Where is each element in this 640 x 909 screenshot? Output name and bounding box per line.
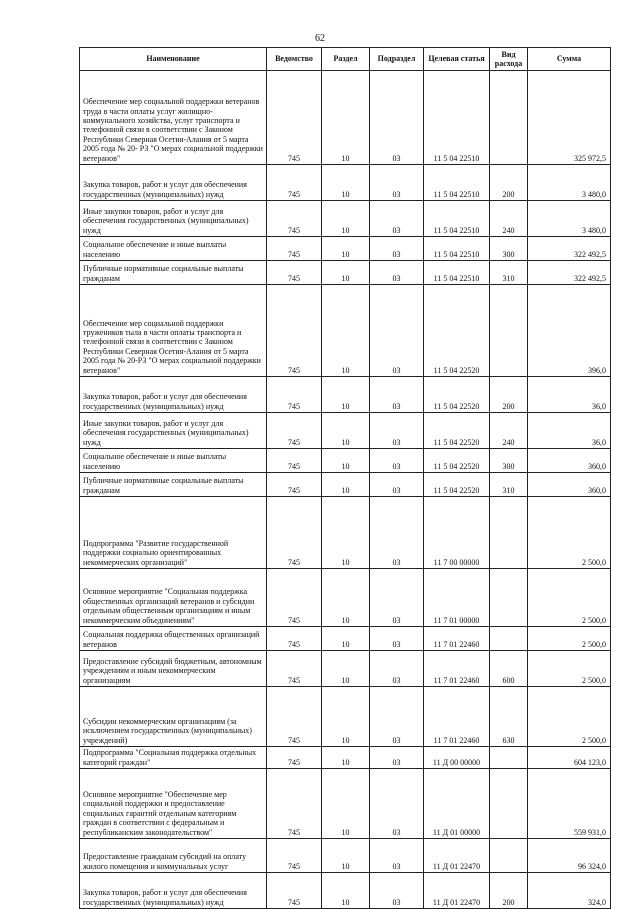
row-section-cell: 10 [322, 651, 370, 687]
table-body [80, 71, 611, 909]
row-department-cell: 745 [267, 769, 322, 839]
row-expense-type-cell: 600 [490, 651, 528, 687]
table-row [80, 413, 611, 449]
row-section-cell: 10 [322, 873, 370, 909]
row-target-article-cell: 11 Д 01 00000 [424, 769, 490, 839]
table-row [80, 497, 611, 569]
row-amount-cell: 3 480,0 [528, 201, 611, 237]
row-name-cell: Иные закупки товаров, работ и услуг для обеспечения государственных (муниципальных) нужд [80, 201, 267, 237]
row-target-article-cell: 11 5 04 22510 [424, 261, 490, 285]
row-amount-cell: 2 500,0 [528, 569, 611, 627]
row-name-cell: Социальное обеспечение и иные выплаты населению [80, 449, 267, 473]
table-row [80, 201, 611, 237]
row-name-cell: Закупка товаров, работ и услуг для обеспечения государственных (муниципальных) нужд [80, 873, 267, 909]
row-target-article-cell: 11 7 00 00000 [424, 497, 490, 569]
row-expense-type-cell: 240 [490, 413, 528, 449]
row-expense-type-cell: 200 [490, 165, 528, 201]
table-row [80, 377, 611, 413]
row-section-cell: 10 [322, 627, 370, 651]
row-expense-type-cell [490, 569, 528, 627]
row-amount-cell: 604 123,0 [528, 747, 611, 769]
row-subsection-cell: 03 [370, 747, 424, 769]
row-section-cell: 10 [322, 769, 370, 839]
row-department-cell: 745 [267, 377, 322, 413]
row-department-cell: 745 [267, 747, 322, 769]
row-amount-cell: 396,0 [528, 285, 611, 377]
row-department-cell: 745 [267, 413, 322, 449]
row-subsection-cell: 03 [370, 627, 424, 651]
row-section-cell: 10 [322, 71, 370, 165]
row-expense-type-cell: 630 [490, 687, 528, 747]
column-header-subsection: Подраздел [370, 48, 424, 71]
table-row [80, 687, 611, 747]
row-expense-type-cell [490, 747, 528, 769]
row-department-cell: 745 [267, 569, 322, 627]
table-row [80, 569, 611, 627]
row-subsection-cell: 03 [370, 285, 424, 377]
row-section-cell: 10 [322, 237, 370, 261]
row-department-cell: 745 [267, 285, 322, 377]
row-target-article-cell: 11 5 04 22520 [424, 413, 490, 449]
row-target-article-cell: 11 5 04 22510 [424, 237, 490, 261]
row-subsection-cell: 03 [370, 413, 424, 449]
row-name-cell: Субсидии некоммерческим организациям (за исключением государственных (муниципальных) учреждений) [80, 687, 267, 747]
table-row [80, 165, 611, 201]
row-section-cell: 10 [322, 449, 370, 473]
row-target-article-cell: 11 7 01 22460 [424, 627, 490, 651]
row-expense-type-cell: 200 [490, 873, 528, 909]
table-row [80, 747, 611, 769]
row-section-cell: 10 [322, 569, 370, 627]
row-subsection-cell: 03 [370, 201, 424, 237]
row-amount-cell: 559 931,0 [528, 769, 611, 839]
table-row [80, 71, 611, 165]
table-row [80, 261, 611, 285]
row-amount-cell: 2 500,0 [528, 651, 611, 687]
row-amount-cell: 36,0 [528, 413, 611, 449]
row-subsection-cell: 03 [370, 237, 424, 261]
table-row [80, 285, 611, 377]
row-target-article-cell: 11 5 04 22520 [424, 473, 490, 497]
row-expense-type-cell [490, 71, 528, 165]
row-section-cell: 10 [322, 165, 370, 201]
row-name-cell: Закупка товаров, работ и услуг для обеспечения государственных (муниципальных) нужд [80, 377, 267, 413]
row-target-article-cell: 11 5 04 22510 [424, 71, 490, 165]
row-expense-type-cell: 310 [490, 261, 528, 285]
row-target-article-cell: 11 7 01 00000 [424, 569, 490, 627]
row-amount-cell: 2 500,0 [528, 687, 611, 747]
table-row [80, 449, 611, 473]
row-subsection-cell: 03 [370, 687, 424, 747]
row-amount-cell: 36,0 [528, 377, 611, 413]
row-amount-cell: 325 972,5 [528, 71, 611, 165]
row-subsection-cell: 03 [370, 473, 424, 497]
row-subsection-cell: 03 [370, 71, 424, 165]
row-amount-cell: 360,0 [528, 473, 611, 497]
row-expense-type-cell: 300 [490, 237, 528, 261]
row-subsection-cell: 03 [370, 261, 424, 285]
row-name-cell: Подпрограмма "Развитие государственной поддержки социально ориентированных некоммерческих организаций" [80, 497, 267, 569]
row-subsection-cell: 03 [370, 569, 424, 627]
row-expense-type-cell [490, 285, 528, 377]
row-expense-type-cell: 300 [490, 449, 528, 473]
row-department-cell: 745 [267, 201, 322, 237]
page-number: 62 [315, 33, 325, 44]
table-header-row [80, 48, 611, 71]
row-section-cell: 10 [322, 285, 370, 377]
row-department-cell: 745 [267, 71, 322, 165]
table-row [80, 473, 611, 497]
row-name-cell: Закупка товаров, работ и услуг для обеспечения государственных (муниципальных) нужд [80, 165, 267, 201]
row-amount-cell: 322 492,5 [528, 261, 611, 285]
row-name-cell: Предоставление гражданам субсидий на оплату жилого помещения и коммунальных услуг [80, 839, 267, 873]
row-target-article-cell: 11 Д 01 22470 [424, 873, 490, 909]
table-row [80, 839, 611, 873]
row-expense-type-cell [490, 839, 528, 873]
row-name-cell: Социальная поддержка общественных организаций ветеранов [80, 627, 267, 651]
row-target-article-cell: 11 7 01 22460 [424, 651, 490, 687]
row-amount-cell: 2 500,0 [528, 627, 611, 651]
row-target-article-cell: 11 Д 01 22470 [424, 839, 490, 873]
row-name-cell: Основное мероприятие "Обеспечение мер социальной поддержки и предоставление социальных гарантий отдельным категориям граждан в соответствии с федеральным и республиканским законодательством" [80, 769, 267, 839]
row-name-cell: Обеспечение мер социальной поддержки тружеников тыла в части оплаты транспорта и телефонной связи в соответствии с Законом Республики Северная Осетия-Алания от 5 марта 2005 года № 20-РЗ "О мерах социальной поддержки ветеранов" [80, 285, 267, 377]
column-header-department: Ведомство [267, 48, 322, 71]
row-department-cell: 745 [267, 449, 322, 473]
row-name-cell: Иные закупки товаров, работ и услуг для обеспечения государственных (муниципальных) нужд [80, 413, 267, 449]
row-subsection-cell: 03 [370, 873, 424, 909]
table-row [80, 651, 611, 687]
row-department-cell: 745 [267, 839, 322, 873]
row-department-cell: 745 [267, 873, 322, 909]
row-subsection-cell: 03 [370, 769, 424, 839]
column-header-expense-type: Вид расхода [490, 48, 528, 71]
row-expense-type-cell [490, 627, 528, 651]
row-target-article-cell: 11 5 04 22510 [424, 201, 490, 237]
column-header-section: Раздел [322, 48, 370, 71]
row-name-cell: Основное мероприятие "Социальная поддержка общественных организаций ветеранов и субсидии отдельным общественным организациям и иным некоммерческим объединениям" [80, 569, 267, 627]
column-header-name: Наименование [80, 48, 267, 71]
row-amount-cell: 324,0 [528, 873, 611, 909]
row-section-cell: 10 [322, 413, 370, 449]
row-section-cell: 10 [322, 261, 370, 285]
row-subsection-cell: 03 [370, 651, 424, 687]
row-name-cell: Социальное обеспечение и иные выплаты населению [80, 237, 267, 261]
row-amount-cell: 96 324,0 [528, 839, 611, 873]
table-row [80, 237, 611, 261]
budget-table [79, 47, 611, 909]
row-section-cell: 10 [322, 473, 370, 497]
row-target-article-cell: 11 5 04 22520 [424, 377, 490, 413]
row-target-article-cell: 11 5 04 22520 [424, 449, 490, 473]
row-subsection-cell: 03 [370, 497, 424, 569]
column-header-amount: Сумма [528, 48, 611, 71]
row-section-cell: 10 [322, 377, 370, 413]
row-subsection-cell: 03 [370, 165, 424, 201]
table-row [80, 873, 611, 909]
row-subsection-cell: 03 [370, 449, 424, 473]
row-subsection-cell: 03 [370, 839, 424, 873]
row-section-cell: 10 [322, 201, 370, 237]
row-expense-type-cell: 310 [490, 473, 528, 497]
row-name-cell: Публичные нормативные социальные выплаты гражданам [80, 473, 267, 497]
row-target-article-cell: 11 5 04 22520 [424, 285, 490, 377]
row-name-cell: Обеспечение мер социальной поддержки ветеранов труда в части оплаты услуг жилищно-коммунального хозяйства, услуг транспорта и телефонной связи в соответствии с Законом Республики Северная Осетия-Алания от 5 марта 2005 года № 20- РЗ "О мерах социальной поддержки ветеранов" [80, 71, 267, 165]
row-department-cell: 745 [267, 651, 322, 687]
row-department-cell: 745 [267, 237, 322, 261]
row-expense-type-cell [490, 769, 528, 839]
table-row [80, 627, 611, 651]
row-name-cell: Предоставление субсидий бюджетным, автономным учреждениям и иным некоммерческим организациям [80, 651, 267, 687]
table-row [80, 769, 611, 839]
row-section-cell: 10 [322, 747, 370, 769]
row-target-article-cell: 11 7 01 22460 [424, 687, 490, 747]
row-department-cell: 745 [267, 687, 322, 747]
row-name-cell: Публичные нормативные социальные выплаты гражданам [80, 261, 267, 285]
row-department-cell: 745 [267, 627, 322, 651]
row-expense-type-cell [490, 497, 528, 569]
row-department-cell: 745 [267, 497, 322, 569]
row-amount-cell: 3 480,0 [528, 165, 611, 201]
column-header-target-article: Целевая статья [424, 48, 490, 71]
row-department-cell: 745 [267, 473, 322, 497]
row-subsection-cell: 03 [370, 377, 424, 413]
row-department-cell: 745 [267, 261, 322, 285]
row-target-article-cell: 11 5 04 22510 [424, 165, 490, 201]
row-amount-cell: 322 492,5 [528, 237, 611, 261]
row-section-cell: 10 [322, 687, 370, 747]
row-expense-type-cell: 240 [490, 201, 528, 237]
row-department-cell: 745 [267, 165, 322, 201]
row-expense-type-cell: 200 [490, 377, 528, 413]
row-section-cell: 10 [322, 839, 370, 873]
row-name-cell: Подпрограмма "Социальная поддержка отдельных категорий граждан" [80, 747, 267, 769]
row-amount-cell: 360,0 [528, 449, 611, 473]
row-amount-cell: 2 500,0 [528, 497, 611, 569]
row-target-article-cell: 11 Д 00 00000 [424, 747, 490, 769]
row-section-cell: 10 [322, 497, 370, 569]
